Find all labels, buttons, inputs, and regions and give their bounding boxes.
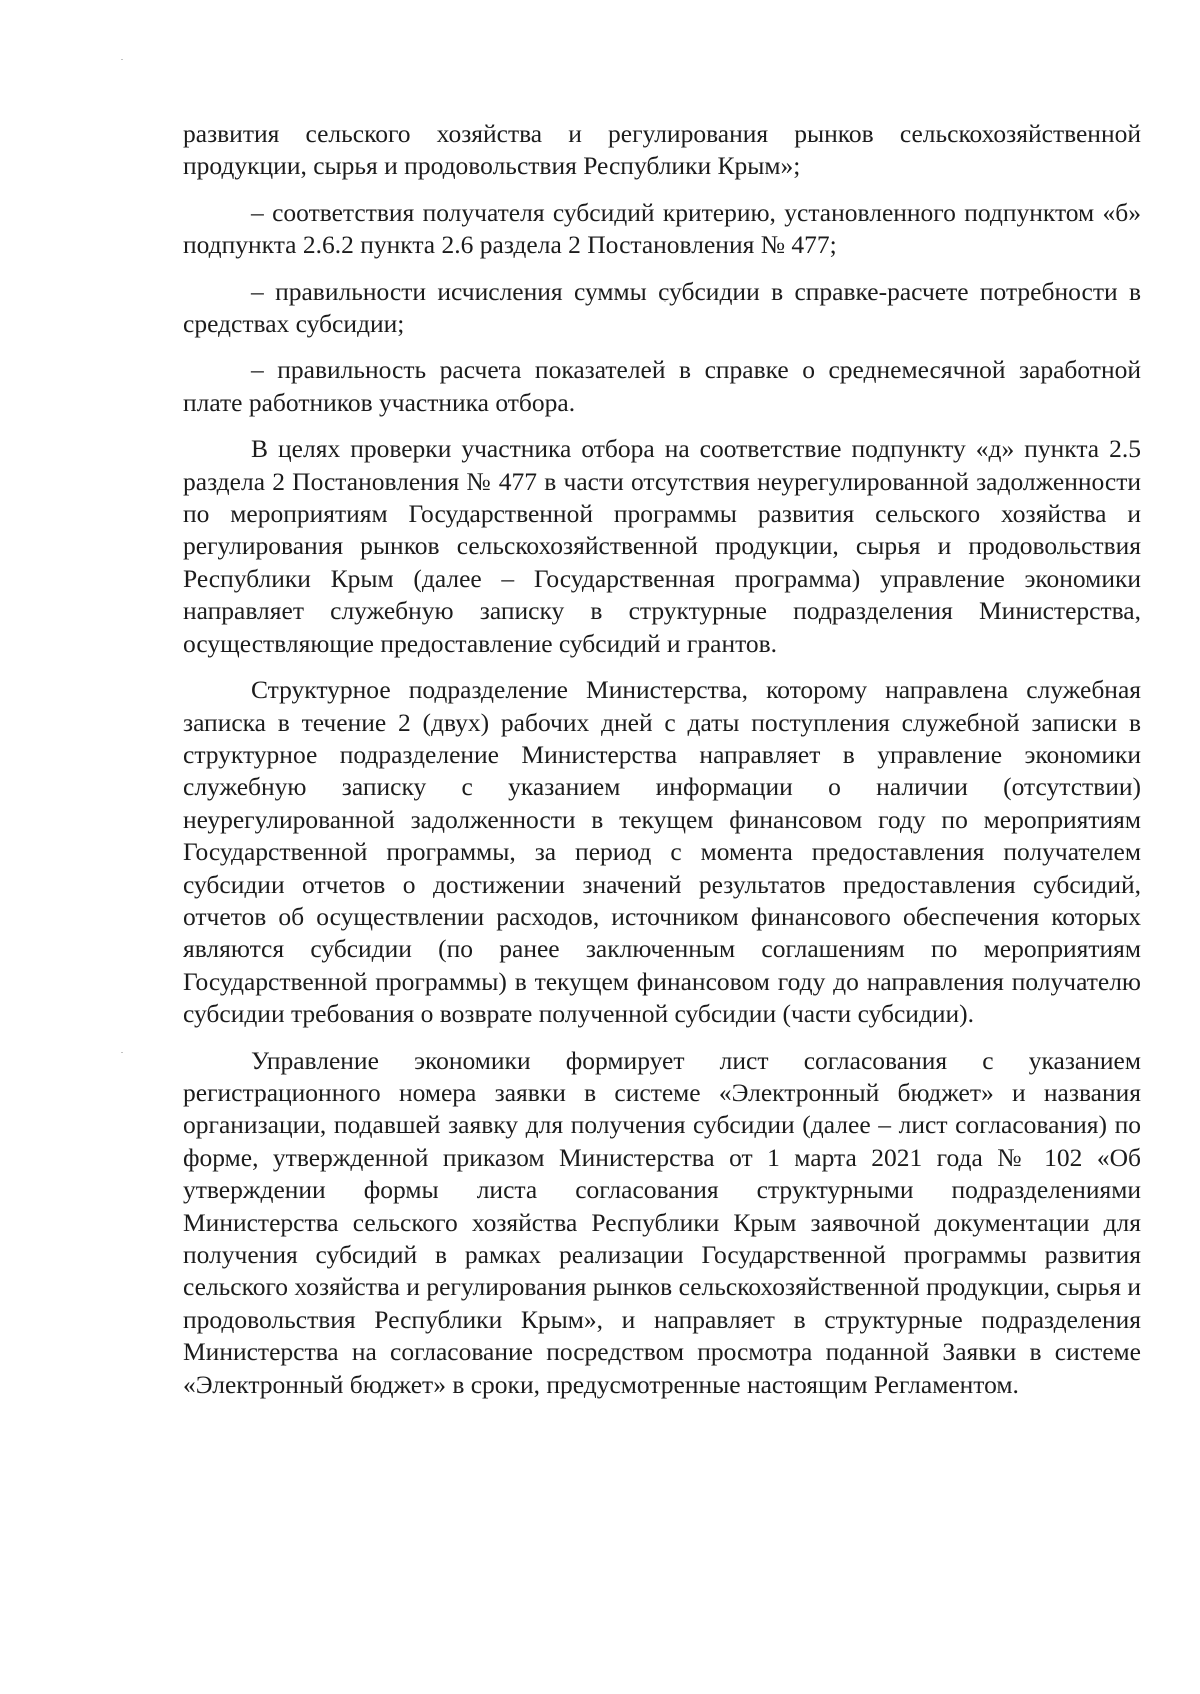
list-item-criterion: – соответствия получателя субсидий критерию, установленного подпунктом «б» подпункта 2.6.2 пункта 2.6 раздела 2 Постановления № 477; <box>183 197 1141 260</box>
list-item-calculation: – правильности исчисления суммы субсидии в справке-расчете потребности в средствах субсидии; <box>183 276 1141 339</box>
scan-speck <box>121 59 123 60</box>
scan-speck <box>121 1052 123 1053</box>
paragraph-debt-check: В целях проверки участника отбора на соответствие подпункту «д» пункта 2.5 раздела 2 Постановления № 477 в части отсутствия неурегулированной задолженности по мероприятиям Государственной программы развития сельского хозяйства и регулирования рынков сельскохозяйственной продукции, сырья и продовольствия Республики Крым (далее – Государственная программа) управление экономики направляет служебную записку в структурные подразделения Министерства, осуществляющие предоставление субсидий и грантов. <box>183 434 1141 658</box>
paragraph-structural-unit: Структурное подразделение Министерства, которому направлена служебная записка в течение 2 (двух) рабочих дней с даты поступления служебной записки в структурное подразделение Министерства направляет в управление экономики служебную записку с указанием информации о наличии (отсутствии) неурегулированной задолженности в текущем финансовом году по мероприятиям Государственной программы, за период с момента предоставления получателем субсидии отчетов о достижении значений результатов предоставления субсидий, отчетов об осуществлении расходов, источником финансового обеспечения которых являются субсидии (по ранее заключенным соглашениям по мероприятиям Государственной программы) в текущем финансовом году до направления получателю субсидии требования о возврате полученной субсидии (части субсидии). <box>183 675 1141 1029</box>
document-body <box>183 118 1141 1401</box>
paragraph-approval-sheet: Управление экономики формирует лист согласования с указанием регистрационного номера заявки в системе «Электронный бюджет» и названия организации, подавшей заявку для получения субсидии (далее – лист согласования) по форме, утвержденной приказом Министерства от 1 марта 2021 года № 102 «Об утверждении формы листа согласования структурными подразделениями Министерства сельского хозяйства Республики Крым заявочной документации для получения субсидий в рамках реализации Государственной программы развития сельского хозяйства и регулирования рынков сельскохозяйственной продукции, сырья и продовольствия Республики Крым», и направляет в структурные подразделения Министерства на согласование посредством просмотра поданной Заявки в системе «Электронный бюджет» в сроки, предусмотренные настоящим Регламентом. <box>183 1045 1141 1399</box>
paragraph-continuation: развития сельского хозяйства и регулирования рынков сельскохозяйственной продукции, сырья и продовольствия Республики Крым»; <box>183 119 1141 181</box>
list-item-salary-indicators: – правильность расчета показателей в справке о среднемесячной заработной плате работников участника отбора. <box>183 355 1141 417</box>
